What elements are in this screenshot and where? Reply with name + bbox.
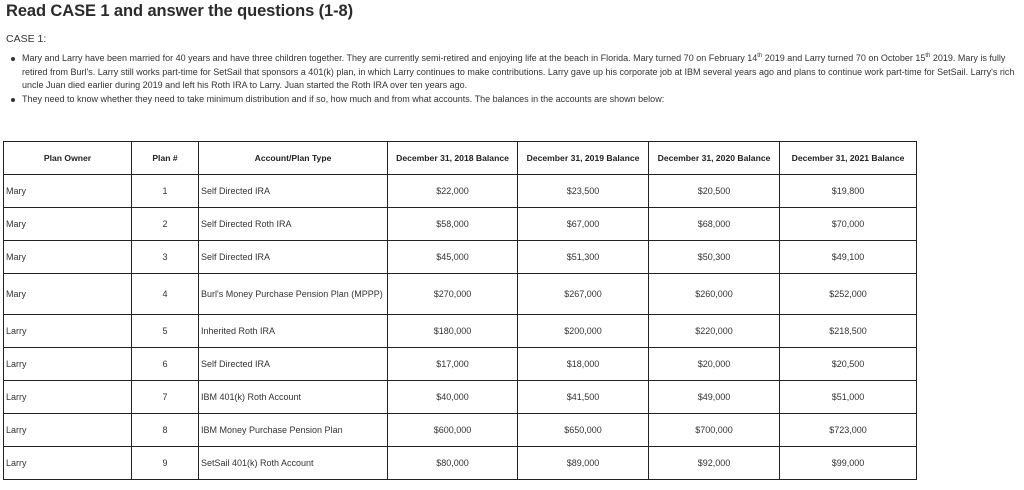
table-row xyxy=(4,414,917,447)
header-balance-2020: December 31, 2020 Balance xyxy=(649,142,780,175)
cell-balance-2020: $50,300 xyxy=(649,241,780,274)
cell-owner: Mary xyxy=(4,274,132,315)
ordinal-suffix: th xyxy=(757,53,763,59)
table-row xyxy=(4,241,917,274)
account-balances-table xyxy=(3,141,917,480)
cell-plan-number: 2 xyxy=(132,208,199,241)
cell-plan-number: 1 xyxy=(132,175,199,208)
cell-balance-2021: $723,000 xyxy=(780,414,917,447)
cell-balance-2018: $180,000 xyxy=(388,315,518,348)
cell-owner: Larry xyxy=(4,381,132,414)
cell-owner: Larry xyxy=(4,315,132,348)
cell-account-type: Inherited Roth IRA xyxy=(199,315,388,348)
cell-plan-number: 7 xyxy=(132,381,199,414)
cell-owner: Mary xyxy=(4,175,132,208)
table-row xyxy=(4,208,917,241)
cell-balance-2018: $17,000 xyxy=(388,348,518,381)
cell-balance-2018: $58,000 xyxy=(388,208,518,241)
cell-account-type: IBM 401(k) Roth Account xyxy=(199,381,388,414)
cell-plan-number: 5 xyxy=(132,315,199,348)
cell-balance-2019: $41,500 xyxy=(518,381,649,414)
cell-account-type: Self Directed Roth IRA xyxy=(199,208,388,241)
cell-balance-2020: $20,000 xyxy=(649,348,780,381)
cell-owner: Mary xyxy=(4,241,132,274)
cell-balance-2020: $20,500 xyxy=(649,175,780,208)
header-plan-number: Plan # xyxy=(132,142,199,175)
header-balance-2019: December 31, 2019 Balance xyxy=(518,142,649,175)
page-title: Read CASE 1 and answer the questions (1-8) xyxy=(6,2,353,20)
cell-plan-number: 6 xyxy=(132,348,199,381)
cell-owner: Larry xyxy=(4,348,132,381)
cell-balance-2020: $49,000 xyxy=(649,381,780,414)
cell-balance-2018: $22,000 xyxy=(388,175,518,208)
cell-balance-2020: $700,000 xyxy=(649,414,780,447)
bullet-question: They need to know whether they need to take minimum distribution and if so, how much and from what accounts. The balances in the accounts are shown below: xyxy=(6,93,1016,107)
cell-owner: Larry xyxy=(4,447,132,480)
header-balance-2021: December 31, 2021 Balance xyxy=(780,142,917,175)
cell-balance-2018: $600,000 xyxy=(388,414,518,447)
cell-balance-2019: $18,000 xyxy=(518,348,649,381)
cell-owner: Mary xyxy=(4,208,132,241)
header-plan-owner: Plan Owner xyxy=(4,142,132,175)
cell-account-type: Burl's Money Purchase Pension Plan (MPPP) xyxy=(199,274,388,315)
case-label: CASE 1: xyxy=(6,33,47,45)
cell-balance-2019: $51,300 xyxy=(518,241,649,274)
table-row xyxy=(4,381,917,414)
cell-balance-2020: $260,000 xyxy=(649,274,780,315)
table-row xyxy=(4,315,917,348)
bullet-text-part: Mary and Larry have been married for 40 years and have three children together. They are currently semi-retired and enjoying life at the beach in Florida. Mary turned 70 on February 14 xyxy=(22,53,758,63)
cell-account-type: IBM Money Purchase Pension Plan xyxy=(199,414,388,447)
cell-plan-number: 9 xyxy=(132,447,199,480)
table-row xyxy=(4,175,917,208)
cell-balance-2019: $200,000 xyxy=(518,315,649,348)
cell-balance-2021: $51,000 xyxy=(780,381,917,414)
cell-balance-2018: $45,000 xyxy=(388,241,518,274)
cell-balance-2020: $220,000 xyxy=(649,315,780,348)
cell-plan-number: 8 xyxy=(132,414,199,447)
cell-balance-2021: $70,000 xyxy=(780,208,917,241)
cell-balance-2021: $99,000 xyxy=(780,447,917,480)
bullet-text-part: 2019. Mary is fully retired from Burl's. Larry still works part-time for SetSail that sponsors a 401(k) plan, in which Larry continues to make contributions. Larry gave up his corporate job at IBM several years ago and plans to continue work part-time for SetSail. Larry's rich uncle Juan died earlier during 2019 and left his Roth IRA to Larry. Juan started the Roth IRA over ten years ago. xyxy=(22,53,1015,90)
cell-balance-2019: $267,000 xyxy=(518,274,649,315)
cell-plan-number: 4 xyxy=(132,274,199,315)
bullet-text-part: 2019 and Larry turned 70 on October 15 xyxy=(762,53,926,63)
table-row xyxy=(4,348,917,381)
cell-plan-number: 3 xyxy=(132,241,199,274)
cell-balance-2019: $89,000 xyxy=(518,447,649,480)
cell-balance-2019: $23,500 xyxy=(518,175,649,208)
cell-balance-2018: $40,000 xyxy=(388,381,518,414)
header-account-type: Account/Plan Type xyxy=(199,142,388,175)
cell-account-type: Self Directed IRA xyxy=(199,175,388,208)
ordinal-suffix: th xyxy=(925,53,931,59)
header-balance-2018: December 31, 2018 Balance xyxy=(388,142,518,175)
table-header-row xyxy=(4,142,917,175)
cell-balance-2021: $19,800 xyxy=(780,175,917,208)
cell-balance-2021: $49,100 xyxy=(780,241,917,274)
cell-owner: Larry xyxy=(4,414,132,447)
cell-balance-2021: $252,000 xyxy=(780,274,917,315)
cell-account-type: Self Directed IRA xyxy=(199,241,388,274)
cell-balance-2019: $67,000 xyxy=(518,208,649,241)
cell-balance-2021: $20,500 xyxy=(780,348,917,381)
bullet-background xyxy=(6,52,1016,93)
table-row xyxy=(4,274,917,315)
cell-account-type: SetSail 401(k) Roth Account xyxy=(199,447,388,480)
cell-balance-2018: $270,000 xyxy=(388,274,518,315)
cell-balance-2020: $68,000 xyxy=(649,208,780,241)
cell-balance-2018: $80,000 xyxy=(388,447,518,480)
cell-account-type: Self Directed IRA xyxy=(199,348,388,381)
cell-balance-2020: $92,000 xyxy=(649,447,780,480)
table-row xyxy=(4,447,917,480)
case-description xyxy=(6,52,1016,106)
cell-balance-2021: $218,500 xyxy=(780,315,917,348)
cell-balance-2019: $650,000 xyxy=(518,414,649,447)
